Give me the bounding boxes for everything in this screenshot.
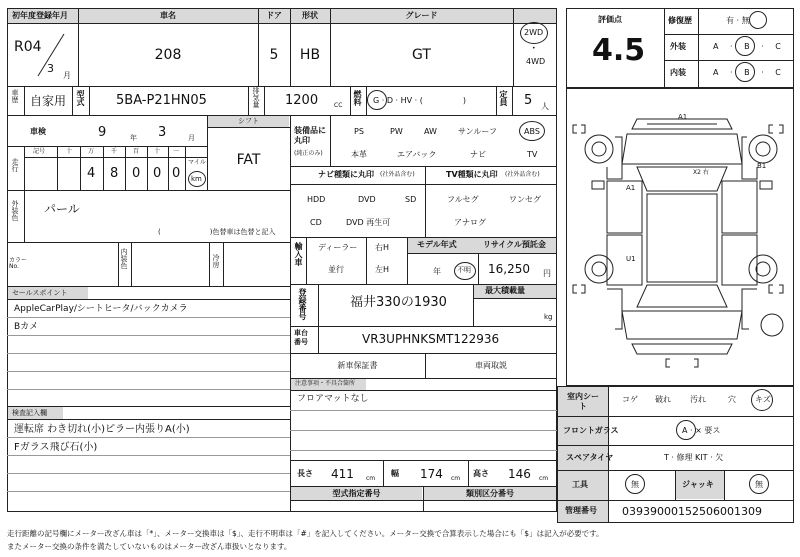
type-designation-label: 型式指定番号 [332,489,381,498]
interior-seat-label: 室内シート [567,392,599,412]
first-reg-label: 初年度登録年月 [12,11,68,20]
jack-label: ジャッキ [682,480,714,489]
color-value: パール [44,202,80,216]
import-label: 輸入車 [294,242,303,266]
model-value: 5BA-P21HN05 [116,93,207,108]
parallel-label: 並行 [328,265,344,274]
damage-b1: B1 [757,162,767,170]
capacity-label: 定員 [499,90,508,106]
repair-label: 修復歴 [668,16,692,25]
footer-line-2: またメーター交換の条件を満たしていないものはメーター改ざん車扱いとなります。 [7,542,292,551]
shape-label: 形状 [302,11,318,20]
car-name: 208 [154,47,182,63]
recycle-label: リサイクル預託金 [483,240,546,249]
mile-label: マイル [188,159,206,166]
left-h-label: 左H [375,265,390,274]
fuel-options: G · D · HV · ( ) [373,96,466,105]
mgmt-label: 管理番号 [565,506,597,515]
first-reg-era: R04 [14,39,42,55]
equipment-label: 装備品に丸印 [294,126,326,146]
exterior-abc: A · B · C [713,42,781,51]
car-diagram [567,89,793,385]
person-unit: 人 [541,102,549,111]
cc-unit: CC [334,102,343,109]
score-value: 4.5 [592,33,646,68]
shift-value: FAT [236,152,261,168]
damage-u1: U1 [626,255,636,263]
notes-label: 注意事項・不具合箇所 [295,380,356,387]
usage-label: 車歴 [11,89,19,103]
capacity-value: 5 [524,93,533,108]
door-value: 5 [269,47,279,63]
displacement-label: 排気量 [252,87,260,108]
jack-value: 無 [755,480,763,489]
color-note: ( )色替車は色替と記入 [158,228,276,236]
tools-label: 工具 [572,480,588,489]
damage-a1-left: A1 [626,184,636,192]
km-label: km [191,175,202,183]
mgmt-value: 0393900015250600130​9 [622,505,762,518]
registration-value: 福井330の1930 [350,295,447,310]
odo-digit: 8 [110,166,119,181]
spare-label: スペアタイヤ [566,453,614,462]
length-label: 長さ [297,469,313,478]
max-load-label: 最大積載量 [485,286,525,295]
recycle-value: 16,250 [488,262,530,276]
width-value: 174 [420,467,443,481]
odo-digit: 4 [87,166,96,181]
equipment-sub: (純正のみ) [294,150,323,157]
nav-label: ナビ種類に丸印 [318,170,374,179]
warranty-label: 新車保証書 [337,361,378,370]
shape-value: HB [299,47,321,63]
interior-abc: A · B · C [713,68,781,77]
sales-label: セールスポイント [12,289,68,297]
drive-4wd: 4WD [526,57,546,66]
repair-none-circle [749,11,767,29]
odo-digit: 0 [172,166,181,181]
inspector-line-2: Fガラス飛び石(小) [14,442,98,453]
kigou-label: 記号 [33,148,46,155]
registration-label: 登録番号 [298,288,307,320]
spare-opts: T · 修理 KIT · 欠 [664,453,724,462]
odo-digit: 0 [132,166,141,181]
repair-value: 有 · 無 [726,16,750,25]
car-name-label: 車名 [160,11,176,20]
inspection-year: 9 [98,125,107,140]
grade-label: グレード [405,11,438,20]
damage-a1-front: A1 [678,113,688,121]
manual-label: 車両取説 [475,361,507,370]
inspector-line-1: 運転席 わき切れ(小)ピラー内張りA(小) [14,424,190,435]
nav-sub: (社外品含む) [380,171,415,178]
yen-unit: 円 [543,269,551,278]
door-label: ドア [266,11,282,20]
tv-sub: (社外品含む) [505,171,540,178]
fuel-label: 燃料 [353,90,362,106]
dealer-label: ディーラー [318,243,358,252]
kg-unit: kg [544,313,553,321]
width-label: 幅 [391,469,399,478]
exterior-b-circle [735,36,755,56]
displacement-value: 1200 [285,93,319,108]
unknown-label: 不明 [457,266,471,274]
odo-digit: 0 [153,166,162,181]
month-unit: 月 [63,71,71,80]
interior-color-label: 内装色 [120,248,128,269]
footer-line-1: 走行距離の記号欄にメーター改ざん車は「*」、メーター交換車は「$」、走行不明車は「#」を記入してください。メーター交換で合算表示した場合にも「$」は記入が必要です。 [7,529,604,538]
inspection-month: 3 [158,125,167,140]
sales-line-1: AppleCarPlay/シートヒータ/バックカメラ [14,304,188,314]
height-value: 146 [508,467,531,481]
color-no-label: カラーNo. [9,257,28,270]
windshield-opts: A · × 要ス [682,426,721,435]
model-year-label: モデル年式 [417,240,457,249]
model-label: 型式 [76,90,85,106]
inspector-label: 検査記入欄 [12,409,47,417]
damage-x2: X2 右 [693,169,709,176]
month-unit-2: 月 [188,134,195,142]
usage-value: 自家用 [30,94,67,108]
sales-line-2: Bカメ [14,322,39,332]
tv-label: TV種類に丸印 [446,170,498,179]
fridge-label: 冷房 [212,254,220,268]
color-label: 外装色 [11,200,19,221]
year-unit: 年 [130,134,137,142]
interior-b-circle [735,62,755,82]
exterior-label: 外装 [670,42,686,51]
notes-value: フロアマットなし [297,394,369,404]
windshield-label: フロントガラス [563,426,619,435]
tools-value: 無 [631,480,639,489]
chassis-label: 車台番号 [294,329,308,347]
drive-2wd: 2WD [524,28,544,37]
height-label: 高さ [473,469,489,478]
first-reg-month: 3 [47,62,54,75]
inspection-label: 車検 [30,127,46,136]
category-number-label: 類別区分番号 [466,489,514,498]
interior-label: 内装 [670,68,686,77]
score-label: 評価点 [598,15,622,24]
grade-value: GT [412,47,431,63]
mileage-label: 走行 [11,158,19,172]
right-h-label: 右H [375,243,390,252]
model-year-unit: 年 [433,267,441,276]
shift-label: シフト [238,117,259,125]
length-value: 411 [331,467,354,481]
chassis-value: VR3UPHNKSMT122936 [362,332,500,346]
